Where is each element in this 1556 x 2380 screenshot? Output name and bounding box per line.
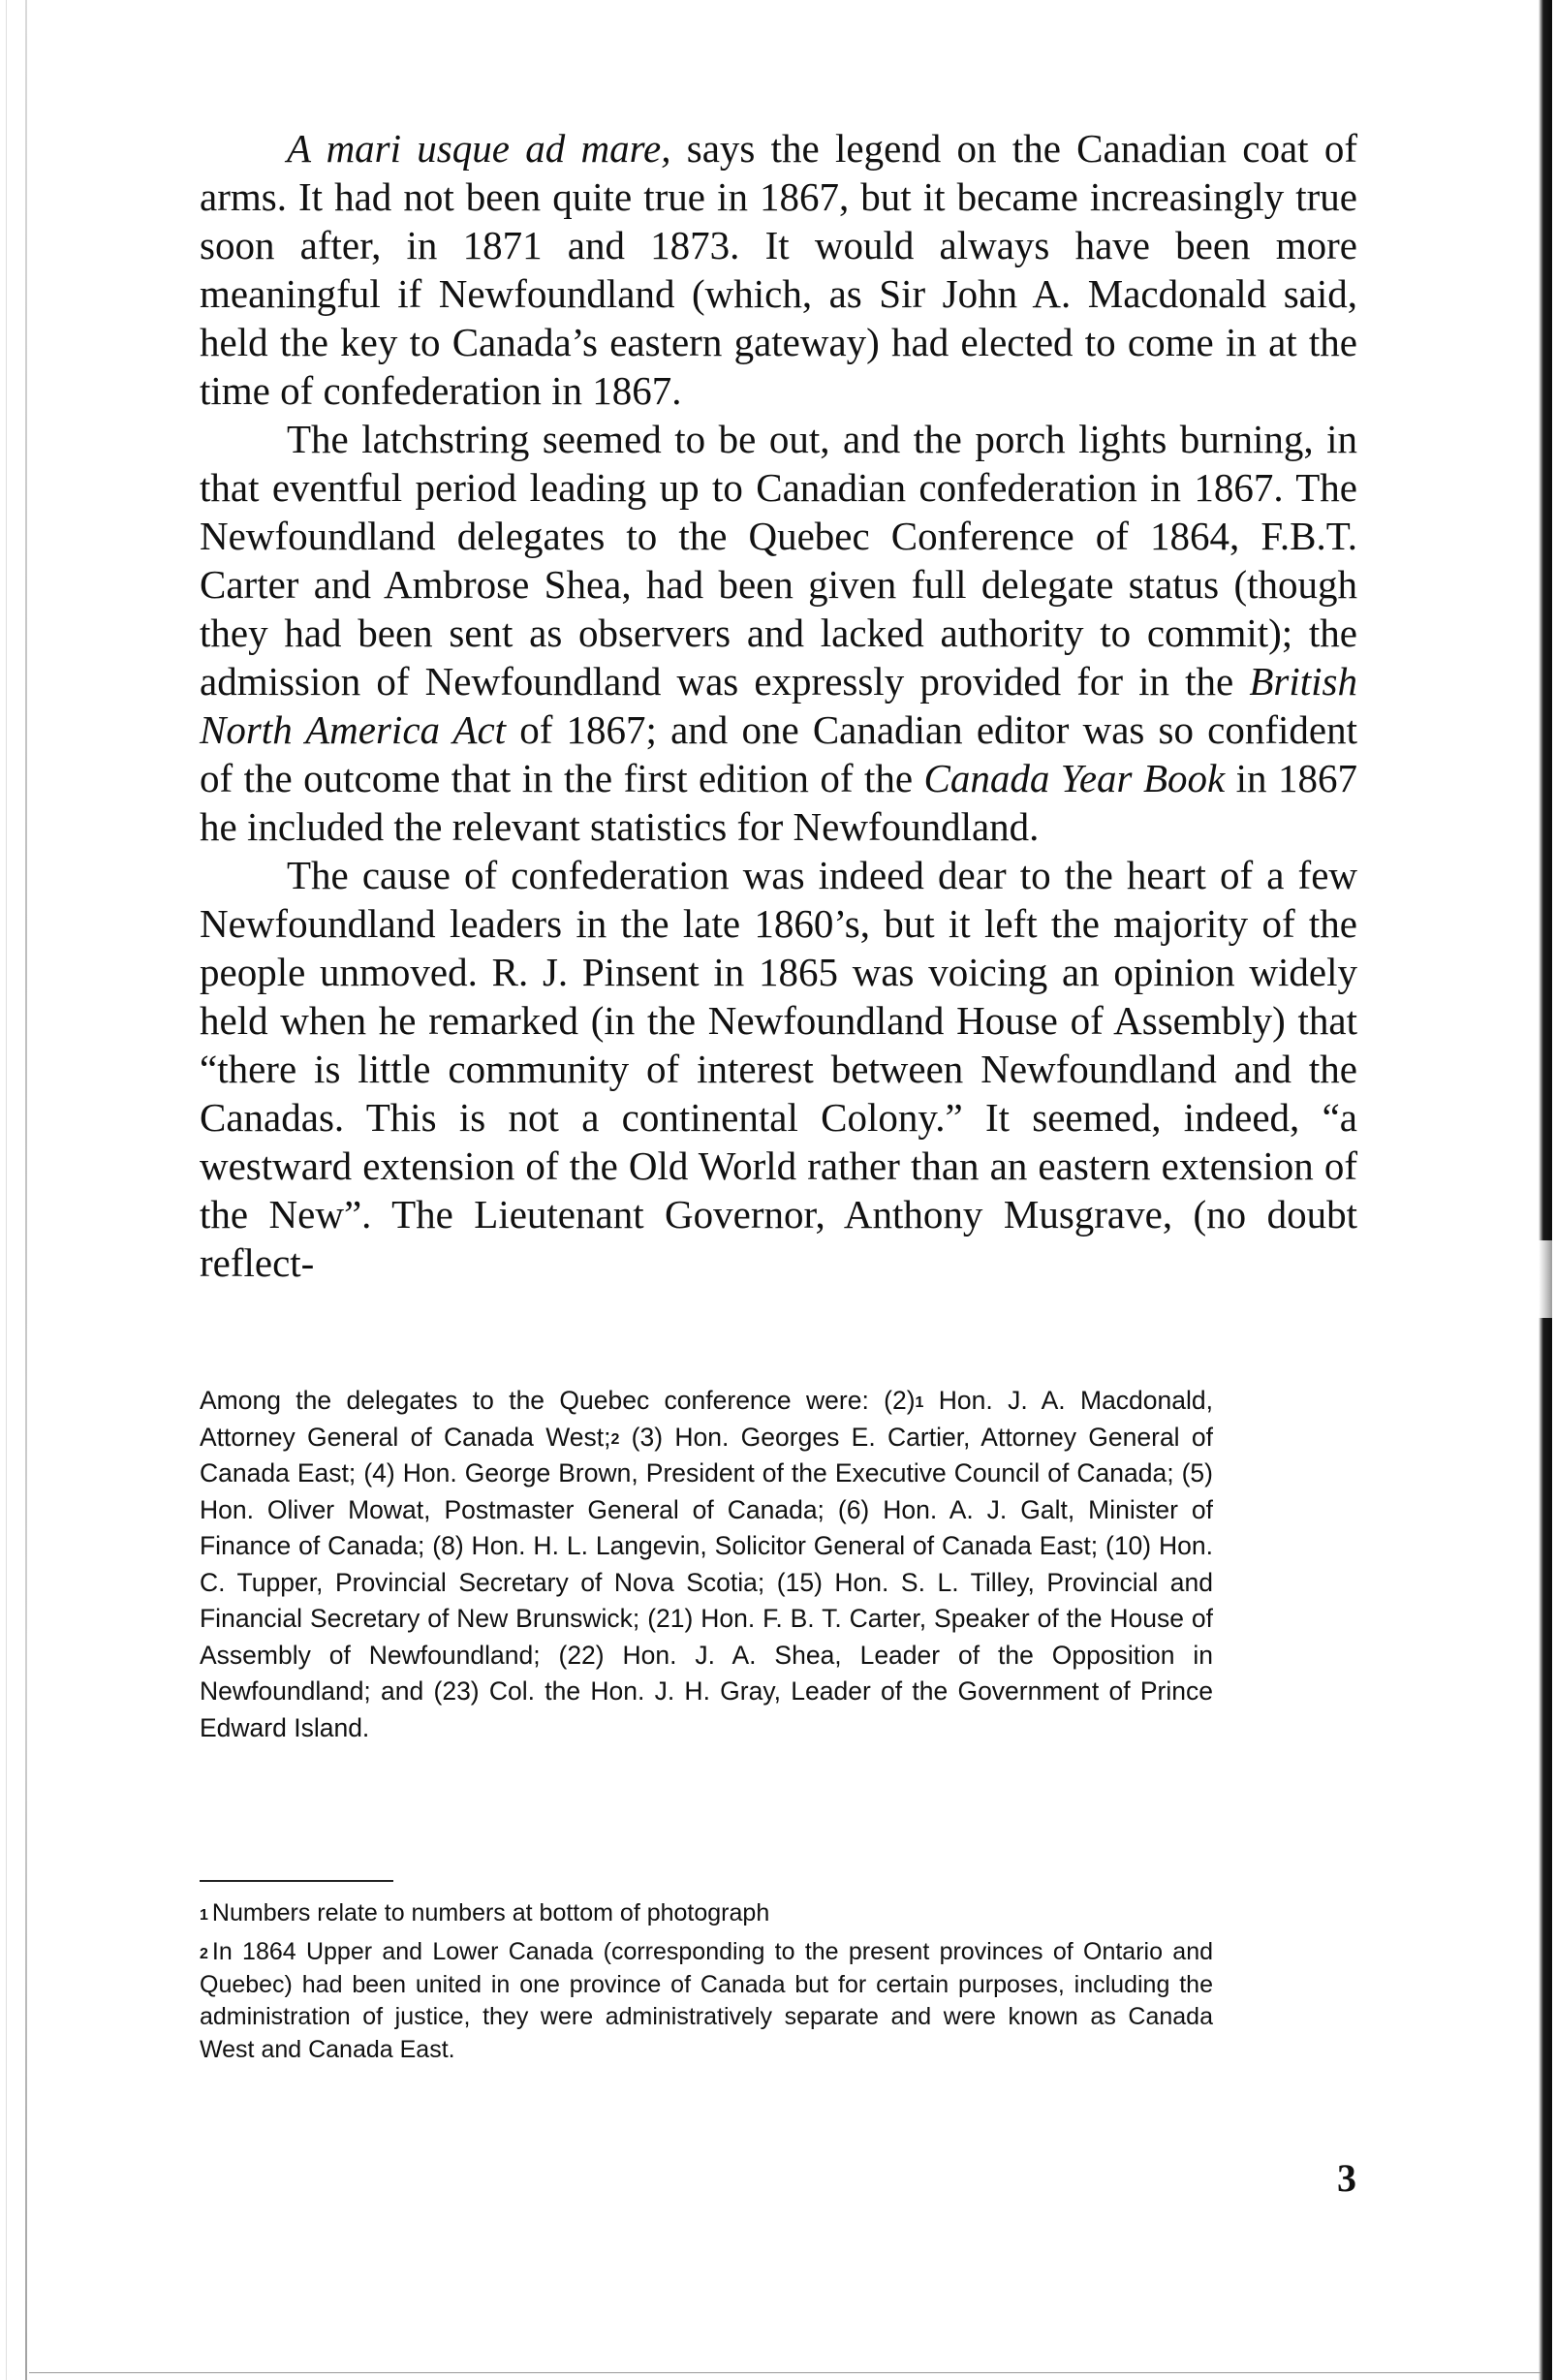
scan-edge-bottom — [29, 2372, 1540, 2373]
paragraph-2-text-c: in 1867 he included the relevant statistics for Newfoundland. — [200, 756, 1357, 849]
caption-text-1: Among the delegates to the Quebec conference were: (2) — [200, 1386, 916, 1415]
latin-motto: A mari usque ad mare, — [287, 126, 671, 171]
caption-text-2: Hon. J. A. Macdonald, Attorney General of Canada West; — [200, 1386, 1213, 1452]
scan-edge-left — [25, 0, 27, 2380]
paragraph-3: The cause of confederation was indeed dear to the heart of a few Newfoundland leaders in the late 1860’s, but it left the majority of the people unmoved. R. J. Pinsent in 1865 was voicing an opinion widely held when he remarked (in the Newfoundland House of Assembly) that “there is little community of interest between Newfoundland and the Canadas. This is not a continental Colony.” It seemed, indeed, “a westward extension of the Old World rather than an eastern extension of the New”. The Lieutenant Governor, Anthony Musgrave, (no doubt reflect- — [200, 853, 1357, 1285]
photo-caption — [200, 1383, 1213, 1746]
body-text — [200, 124, 1357, 1287]
footnote-ref-1: 1 — [915, 1394, 924, 1411]
page-number: 3 — [1337, 2156, 1356, 2200]
footnote-1 — [200, 1897, 1213, 1930]
scan-edge-left-faint — [6, 0, 7, 2380]
paragraph-1-text: says the legend on the Canadian coat of arms. It had not been quite true in 1867, but it became increasingly true soon after, in 1871 and 1873. It would always have been more meaningful if Newfoundland (which, as Sir John A. Macdonald said, held the key to Canada’s eastern gateway) had elected to come in at the time of confederation in 1867. — [200, 126, 1357, 413]
paragraph-1 — [200, 124, 1357, 415]
scan-edge-right — [1539, 0, 1552, 2380]
year-book-title: Canada Year Book — [923, 756, 1226, 800]
footnote-2 — [200, 1936, 1213, 2066]
footnote-1-text: Numbers relate to numbers at bottom of photograph — [211, 1899, 770, 1926]
act-title: British North America Act — [200, 659, 1357, 752]
paragraph-2 — [200, 415, 1357, 851]
footnote-2-mark: 2 — [200, 1946, 208, 1962]
footnote-ref-2: 2 — [610, 1430, 620, 1448]
paragraph-2-text-b: of 1867; and one Canadian editor was so confident of the outcome that in the first edition of the — [200, 707, 1358, 800]
paragraph-2-text-a: The latchstring seemed to be out, and the porch lights burning, in that eventful period leading up to Canadian confederation in 1867. The Newfoundland delegates to the Quebec Conference of 1864, F.B.T. Carter and Ambrose Shea, had been given full delegate status (though they had been sent as observers and lacked authority to commit); the admission of Newfoundland was expressly provided for in the — [200, 417, 1357, 704]
scan-edge-right-light — [1539, 1240, 1552, 1318]
footnote-divider — [200, 1880, 393, 1882]
caption-text-3: (3) Hon. Georges E. Cartier, Attorney General of Canada East; (4) Hon. George Brown, President of the Executive Council of Canada; (5) Hon. Oliver Mowat, Postmaster General of Canada; (6) Hon. A. J. Galt, Minister of Finance of Canada; (8) Hon. H. L. Langevin, Solicitor General of Canada East; (10) Hon. C. Tupper, Provincial Secretary of Nova Scotia; (15) Hon. S. L. Tilley, Provincial and Financial Secretary of New Brunswick; (21) Hon. F. B. T. Carter, Speaker of the House of Assembly of Newfoundland; (22) Hon. J. A. Shea, Leader of the Opposition in Newfoundland; and (23) Col. the Hon. J. H. Gray, Leader of the Government of Prince Edward Island. — [200, 1422, 1213, 1742]
footnote-2-text: In 1864 Upper and Lower Canada (corresponding to the present provinces of Ontario and Quebec) had been united in one province of Canada but for certain purposes, including the administration of justice, they were administratively separate and were known as Canada West and Canada East. — [200, 1938, 1213, 2063]
footnote-1-mark: 1 — [200, 1907, 208, 1924]
